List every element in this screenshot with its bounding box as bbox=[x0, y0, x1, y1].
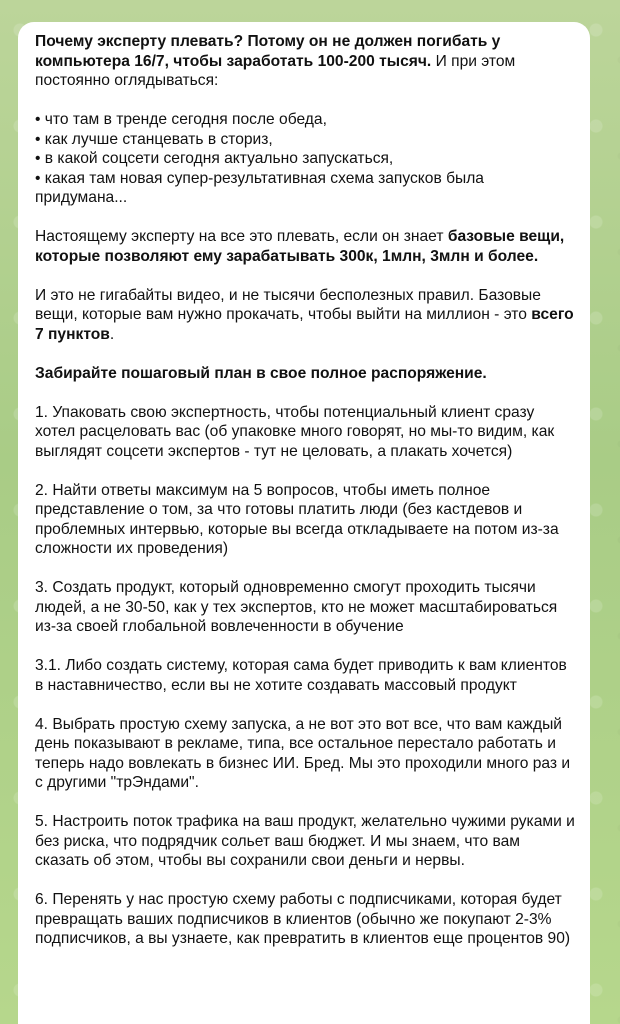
basics-text: Настоящему эксперту на все это плевать, если он знает bbox=[35, 228, 448, 245]
seven-points-bold-text: всего 7 пунктов bbox=[35, 306, 574, 343]
bullet-item: • какая там новая супер-результативная схема запусков была придумана... bbox=[35, 169, 484, 206]
plan-item-3-1: 3.1. Либо создать систему, которая сама будет приводить к вам клиентов в наставничество, если вы не хотите создавать массовый продукт bbox=[35, 657, 567, 694]
plan-item-4: 4. Выбрать простую схему запуска, а не вот это вот все, что вам каждый день показывают в рекламе, типа, все остальное перестало работать и теперь надо вовлекать в бизнес ИИ. Бред. Мы это проходили много раз и с другими "трЭндами". bbox=[35, 715, 571, 791]
message-bubble[interactable] bbox=[18, 22, 590, 1024]
message-plan-heading: Забирайте пошаговый план в свое полное распоряжение. bbox=[35, 364, 487, 382]
plan-item-6: 6. Перенять у нас простую схему работы с подписчиками, которая будет превращать ваших подписчиков в клиентов (обычно же покупают 2-3% подписчиков, а вы узнаете, как превратить в клиентов еще процентов 90) bbox=[35, 891, 571, 947]
bullet-item: • как лучше станцевать в сториз, bbox=[35, 130, 273, 148]
bullet-list bbox=[35, 110, 576, 208]
seven-points-text: И это не гигабайты видео, и не тысячи бесполезных правил. Базовые вещи, которые вам нужно прокачать, чтобы выйти на миллион - это bbox=[35, 286, 541, 323]
message-paragraph-basics bbox=[35, 227, 576, 266]
basics-bold-text: базовые вещи, которые позволяют ему зарабатывать 300к, 1млн, 3млн и более. bbox=[35, 228, 565, 265]
message-paragraph-intro bbox=[35, 32, 576, 91]
plan-item-1: 1. Упаковать свою экспертность, чтобы потенциальный клиент сразу хотел расцеловать вас (об упаковке много говорят, но мы-то видим, как выглядят соцсети экспертов - тут не целовать, а плакать хочется) bbox=[35, 403, 555, 460]
bullet-item: • в какой соцсети сегодня актуально запускаться, bbox=[35, 150, 394, 167]
bullet-item: • что там в тренде сегодня после обеда, bbox=[35, 111, 327, 128]
seven-points-end: . bbox=[109, 325, 115, 343]
intro-bold-text: Почему эксперту плевать? Потому он не должен погибать у компьютера 16/7, чтобы заработать 100-200 тысяч. bbox=[35, 33, 501, 70]
message-paragraph-seven-points bbox=[35, 286, 576, 345]
plan-item-2: 2. Найти ответы максимум на 5 вопросов, чтобы иметь полное представление о том, за что готовы платить люди (без кастдевов и проблемных интервью, которые вы всегда откладываете на потом из-за сложности их проведения) bbox=[35, 481, 559, 557]
plan-item-5: 5. Настроить поток трафика на ваш продукт, желательно чужими руками и без риска, что подрядчик сольет ваш бюджет. И мы знаем, что вам сказать об этом, чтобы вы сохранили свои деньги и нервы. bbox=[35, 813, 575, 869]
intro-text: И при этом постоянно оглядываться: bbox=[35, 52, 516, 89]
plan-item-3: 3. Создать продукт, который одновременно смогут проходить тысячи людей, а не 30-50, как у тех экспертов, кто не может масштабироваться из-за своей глобальной вовлеченности в обучение bbox=[35, 579, 558, 635]
